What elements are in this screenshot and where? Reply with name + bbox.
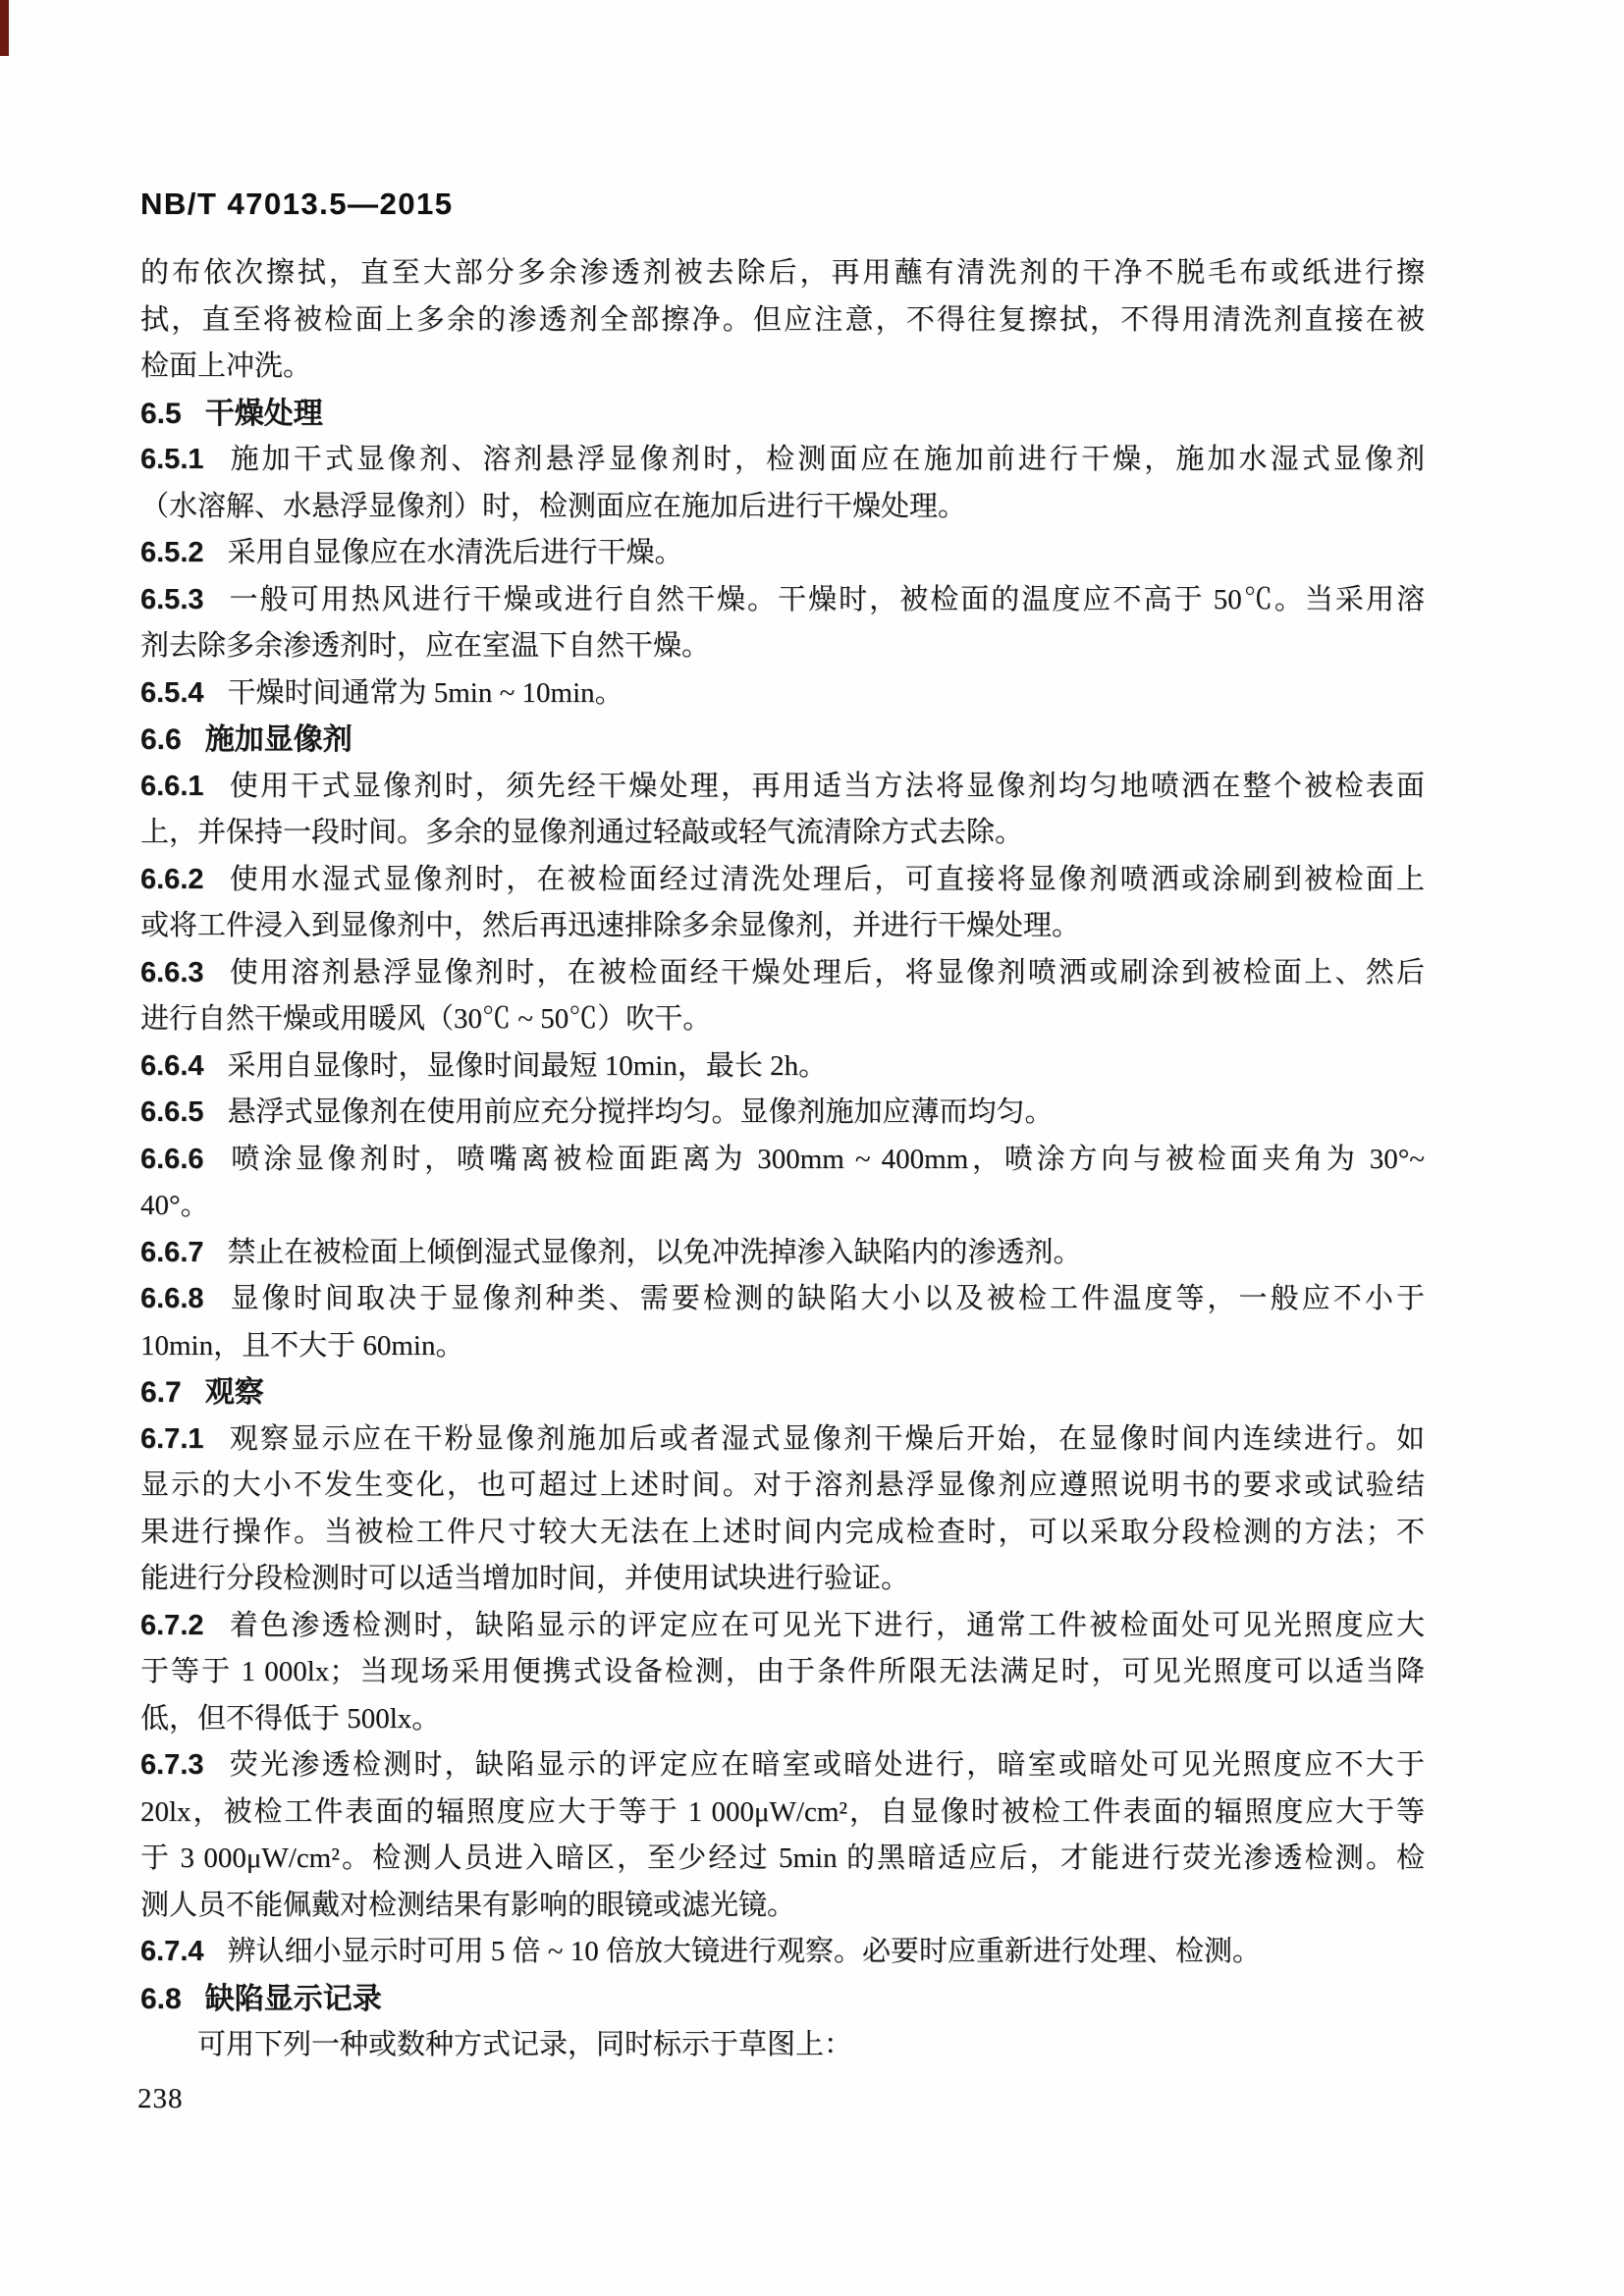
clause-number: 6.6.4 [140, 1049, 204, 1082]
line-text: 辨认细小显示时可用 5 倍 ~ 10 倍放大镜进行观察。必要时应重新进行处理、检测。 [227, 1936, 1261, 1967]
clause-number: 6.6.1 [140, 770, 204, 802]
text-line [140, 1696, 1425, 1743]
line-text: 使用干式显像剂时，须先经干燥处理，再用适当方法将显像剂均匀地喷洒在整个被检表面 [227, 770, 1425, 802]
clause-number: 6.7 [140, 1376, 182, 1409]
scan-edge-mark [0, 0, 9, 56]
line-text: 检面上冲洗。 [140, 350, 312, 382]
line-text: 着色渗透检测时，缺陷显示的评定应在可见光下进行，通常工件被检面处可见光照度应大 [227, 1609, 1425, 1641]
text-line [140, 1510, 1425, 1557]
text-line [140, 857, 1425, 904]
clause-number: 6.6.6 [140, 1143, 204, 1175]
text-line [140, 577, 1425, 624]
clause-number: 6.5.4 [140, 676, 204, 709]
text-line [140, 1137, 1425, 1184]
line-text: 上，并保持一段时间。多余的显像剂通过轻敲或轻气流清除方式去除。 [140, 817, 1024, 848]
text-line [140, 1836, 1425, 1883]
line-text: 观察显示应在干粉显像剂施加后或者湿式显像剂干燥后开始，在显像时间内连续进行。如 [227, 1422, 1425, 1455]
clause-number: 6.6.7 [140, 1236, 204, 1268]
clause-number: 6.5.3 [140, 583, 204, 615]
text-line [140, 250, 1425, 297]
text-line [140, 344, 1425, 391]
text-line [140, 391, 1425, 438]
clause-number: 6.5.2 [140, 537, 204, 568]
clause-number: 6.6.8 [140, 1283, 204, 1314]
line-text: 10min，且不大于 60min。 [140, 1329, 464, 1362]
text-line [140, 810, 1425, 857]
clause-number: 6.7.2 [140, 1609, 204, 1641]
text-line [140, 1742, 1425, 1789]
clause-number: 6.7.3 [140, 1749, 204, 1781]
text-line [140, 484, 1425, 531]
clause-number: 6.6.3 [140, 956, 204, 988]
text-line [140, 297, 1425, 345]
line-text: 干燥时间通常为 5min ~ 10min。 [227, 676, 623, 709]
clause-number: 6.7.1 [140, 1422, 204, 1455]
page-number: 238 [137, 2083, 184, 2114]
line-text: 低，但不得低于 500lx。 [140, 1702, 441, 1735]
line-text: 可用下列一种或数种方式记录，同时标示于草图上： [197, 2029, 853, 2060]
line-text: 采用自显像应在水清洗后进行干燥。 [227, 537, 683, 568]
text-line [140, 1789, 1425, 1837]
text-line [140, 623, 1425, 670]
text-line [140, 1929, 1425, 1976]
clause-number: 6.5 [140, 397, 182, 430]
text-line [140, 1369, 1425, 1416]
text-line [140, 1649, 1425, 1696]
line-text: 荧光渗透检测时，缺陷显示的评定应在暗室或暗处进行，暗室或暗处可见光照度应不大于 [227, 1749, 1425, 1781]
text-line [140, 1883, 1425, 1930]
line-text: 剂去除多余渗透剂时，应在室温下自然干燥。 [140, 630, 711, 662]
line-text: 使用水湿式显像剂时，在被检面经过清洗处理后，可直接将显像剂喷洒或涂刷到被检面上 [227, 863, 1425, 895]
line-text: 施加显像剂 [204, 723, 352, 756]
line-text: 观察 [204, 1376, 264, 1409]
line-text: 拭，直至将被检面上多余的渗透剂全部擦净。但应注意，不得往复擦拭，不得用清洗剂直接在被 [140, 303, 1425, 336]
line-text: 使用溶剂悬浮显像剂时，在被检面经干燥处理后，将显像剂喷洒或刷涂到被检面上、然后 [227, 956, 1425, 988]
clause-number: 6.5.1 [140, 444, 204, 475]
text-line [140, 1276, 1425, 1323]
text-line [140, 1463, 1425, 1510]
line-text: 喷涂显像剂时，喷嘴离被检面距离为 300mm ~ 400mm，喷涂方向与被检面夹角为 30°~ [227, 1143, 1425, 1175]
line-text: 的布依次擦拭，直至大部分多余渗透剂被去除后，再用蘸有清洗剂的干净不脱毛布或纸进行擦 [140, 257, 1425, 289]
line-text: 采用自显像时，显像时间最短 10min，最长 2h。 [227, 1049, 828, 1082]
text-line [140, 1090, 1425, 1137]
text-line [140, 717, 1425, 764]
line-text: 果进行操作。当被检工件尺寸较大无法在上述时间内完成检查时，可以采取分段检测的方法；不 [140, 1516, 1425, 1548]
line-text: 施加干式显像剂、溶剂悬浮显像剂时，检测面应在施加前进行干燥，施加水湿式显像剂 [227, 444, 1425, 475]
text-line [140, 2022, 1425, 2069]
line-text: 禁止在被检面上倾倒湿式显像剂，以免冲洗掉渗入缺陷内的渗透剂。 [227, 1236, 1082, 1268]
clause-number: 6.7.4 [140, 1936, 204, 1967]
text-line [140, 1416, 1425, 1464]
line-text: 于 3 000μW/cm²。检测人员进入暗区，至少经过 5min 的黑暗适应后，才能进行荧光渗透检测。检 [140, 1842, 1425, 1874]
text-line [140, 437, 1425, 484]
line-text: 显像时间取决于显像剂种类、需要检测的缺陷大小以及被检工件温度等，一般应不小于 [227, 1283, 1425, 1314]
text-line [140, 764, 1425, 811]
standard-number: NB/T 47013.5—2015 [140, 187, 454, 221]
line-text: 缺陷显示记录 [204, 1982, 382, 2015]
clause-number: 6.6.5 [140, 1096, 204, 1128]
clause-number: 6.6.2 [140, 863, 204, 895]
line-text: 悬浮式显像剂在使用前应充分搅拌均匀。显像剂施加应薄而均匀。 [227, 1096, 1054, 1128]
document-body [140, 250, 1425, 2069]
text-line [140, 1183, 1425, 1230]
line-text: 测人员不能佩戴对检测结果有影响的眼镜或滤光镜。 [140, 1889, 796, 1921]
line-text: 进行自然干燥或用暖风（30℃ ~ 50℃）吹干。 [140, 1003, 712, 1035]
line-text: （水溶解、水悬浮显像剂）时，检测面应在施加后进行干燥处理。 [140, 490, 967, 522]
line-text: 干燥处理 [204, 397, 323, 430]
text-line [140, 1323, 1425, 1370]
text-line [140, 950, 1425, 997]
line-text: 或将工件浸入到显像剂中，然后再迅速排除多余显像剂，并进行干燥处理。 [140, 910, 1081, 941]
line-text: 能进行分段检测时可以适当增加时间，并使用试块进行验证。 [140, 1563, 910, 1594]
line-text: 40°。 [140, 1190, 209, 1221]
text-line [140, 1043, 1425, 1091]
clause-number: 6.6 [140, 723, 182, 756]
text-line [140, 1976, 1425, 2023]
line-text: 20lx，被检工件表面的辐照度应大于等于 1 000μW/cm²，自显像时被检工件表面的辐照度应大于等 [140, 1795, 1425, 1828]
line-text: 一般可用热风进行干燥或进行自然干燥。干燥时，被检面的温度应不高于 50℃。当采用溶 [227, 583, 1425, 615]
line-text: 显示的大小不发生变化，也可超过上述时间。对于溶剂悬浮显像剂应遵照说明书的要求或试验结 [140, 1469, 1425, 1501]
text-line [140, 670, 1425, 718]
text-line [140, 1603, 1425, 1650]
text-line [140, 903, 1425, 950]
text-line [140, 996, 1425, 1043]
line-text: 于等于 1 000lx；当现场采用便携式设备检测，由于条件所限无法满足时，可见光照度可以适当降 [140, 1656, 1425, 1687]
text-line [140, 1556, 1425, 1603]
text-line [140, 1230, 1425, 1277]
clause-number: 6.8 [140, 1982, 182, 2015]
text-line [140, 530, 1425, 577]
